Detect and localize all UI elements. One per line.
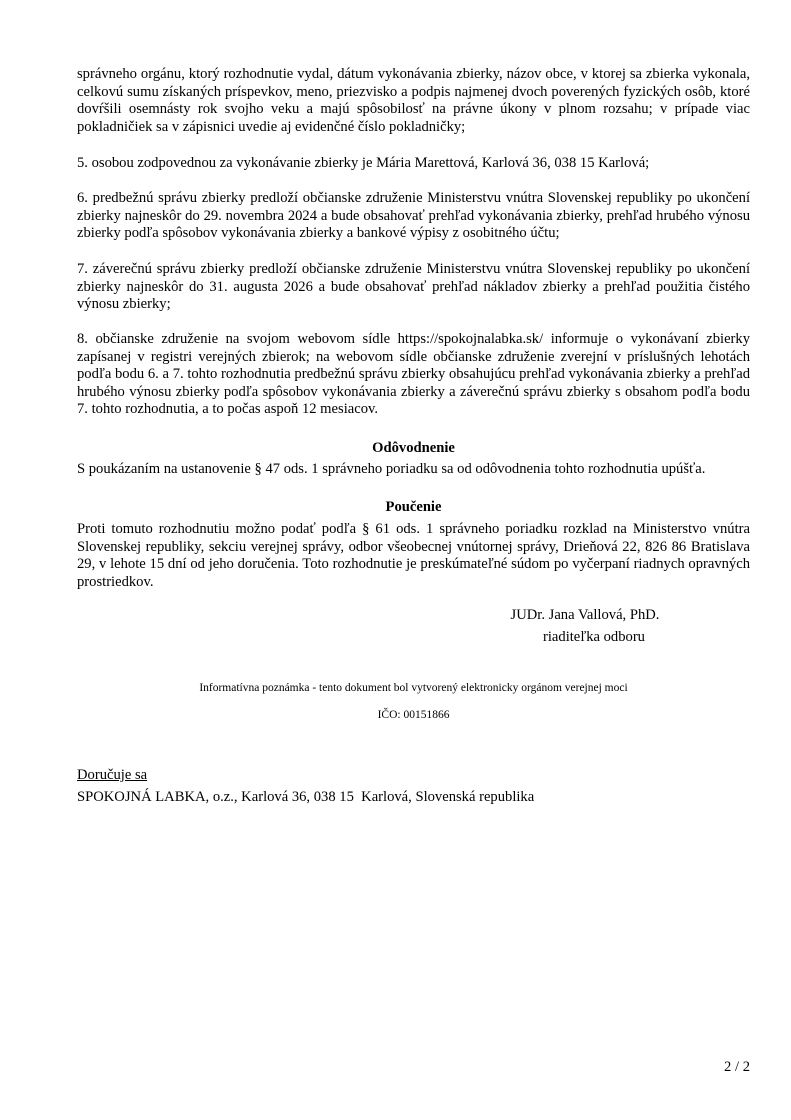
instruction-text: Proti tomuto rozhodnutiu možno podať podľa § 61 ods. 1 správneho poriadku rozklad na Ministerstvo vnútra Slovenskej republiky, sekciu verejnej správy, odbor všeobecnej vnútornej správy, Drieňová 22, 826 86 Bratislava 29, v lehote 15 dní od jeho doručenia. Toto rozhodnutie je preskúmateľné súdom po vyčerpaní riadnych opravných prostriedkov. bbox=[77, 521, 750, 590]
paragraph-continuation bbox=[77, 66, 750, 136]
signatory-title: riaditeľka odboru bbox=[543, 629, 645, 645]
paragraph-6 bbox=[77, 190, 750, 243]
paragraph-8-text: 8. občianske združenie na svojom webovom sídle https://spokojnalabka.sk/ informuje o vykonávaní zbierky zapísanej v registri verejných zbierok; na webovom sídle občianske združenie zverejní v príslušných lehotách podľa bodu 6. a 7. tohto rozhodnutia predbežnú správu zbierky obsahujúcu prehľad vykonávania zbierky a prehľad hrubého výnosu zbierky podľa spôsobov vykonávania zbierky a záverečnú správu zbierky s obsahom podľa bodu 7. tohto rozhodnutia, a to počas aspoň 12 mesiacov. bbox=[77, 331, 750, 418]
instruction-section bbox=[77, 521, 750, 591]
justification-text: S poukázaním na ustanovenie § 47 ods. 1 správneho poriadku sa od odôvodnenia tohto rozhodnutia upúšťa. bbox=[77, 461, 706, 477]
instruction-heading: Poučenie bbox=[385, 499, 442, 515]
paragraph-7-text: 7. záverečnú správu zbierky predloží občianske združenie Ministerstvu vnútra Slovenskej republiky po ukončení zbierky najneskôr do 31. augusta 2026 a bude obsahovať prehľad nákladov zbierky a prehľad použitia čistého výnosu zbierky; bbox=[77, 261, 750, 313]
paragraph-5-text: 5. osobou zodpovednou za vykonávanie zbierky je Mária Marettová, Karlová 36, 038 15 Karlová; bbox=[77, 155, 650, 171]
paragraph-8 bbox=[77, 331, 750, 419]
signature-block bbox=[480, 604, 690, 648]
justification-heading: Odôvodnenie bbox=[372, 440, 455, 456]
paragraph-5 bbox=[77, 155, 750, 173]
informative-note: Informatívna poznámka - tento dokument bol vytvorený elektronicky orgánom verejnej moci bbox=[199, 682, 628, 694]
delivery-label: Doručuje sa bbox=[77, 767, 148, 783]
paragraph-6-text: 6. predbežnú správu zbierky predloží občianske združenie Ministerstvu vnútra Slovenskej republiky po ukončení zbierky najneskôr do 29. novembra 2024 a bude obsahovať prehľad vykonávania zbierky, prehľad hrubého výnosu zbierky podľa spôsobov vykonávania zbierky a bankové výpisy z osobitného účtu; bbox=[77, 190, 750, 242]
paragraph-continuation-text: správneho orgánu, ktorý rozhodnutie vydal, dátum vykonávania zbierky, názov obce, v ktorej sa zbierka vykonala, celkovú sumu získaných príspevkov, meno, priezvisko a podpis najmenej dvoch poverených fyzických osôb, ktoré dovŕšili osemnásty rok svojho veku a majú spôsobilosť na právne úkony v plnom rozsahu; v prípade viac pokladničiek sa v zápisnici uvedie aj evidenčné číslo pokladničky; bbox=[77, 66, 750, 135]
paragraph-7 bbox=[77, 261, 750, 314]
signatory-name: JUDr. Jana Vallová, PhD. bbox=[510, 607, 660, 623]
delivery-address: SPOKOJNÁ LABKA, o.z., Karlová 36, 038 15 Karlová, Slovenská republika bbox=[77, 789, 535, 805]
ico-number: IČO: 00151866 bbox=[377, 709, 450, 721]
justification-section bbox=[77, 461, 750, 479]
page-number: 2 / 2 bbox=[724, 1059, 750, 1075]
